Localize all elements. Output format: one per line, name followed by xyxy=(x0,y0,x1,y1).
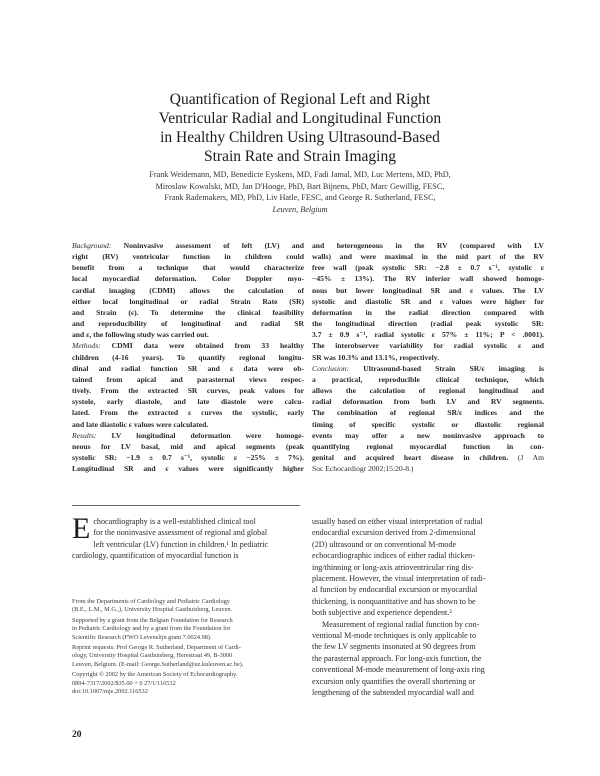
abstract-line xyxy=(72,352,304,363)
citation: Soc Echocardiogr 2002;15:20-8.) xyxy=(312,464,414,474)
abstract-line xyxy=(72,307,304,318)
abstract-text: quantifying regional myocardial function in con- xyxy=(312,441,544,451)
abstract-text: and Strain (ε). To determine the clinical feasibility xyxy=(72,307,304,317)
abstract-line xyxy=(312,285,544,296)
abstract-line xyxy=(312,452,544,463)
abstract-section-label: Conclusion: xyxy=(312,363,350,373)
abstract-text: events may offer a new noninvasive approach to xyxy=(312,430,544,440)
abstract-text: genital and acquired heart disease in children. xyxy=(312,452,509,462)
abstract-text: CDMI data were obtained from 33 healthy xyxy=(100,341,304,351)
abstract-text: radial deformation from both LV and RV segments. xyxy=(312,397,544,407)
abstract-text: Ultrasound-based Strain SR/ε imaging is xyxy=(349,363,544,373)
body-line: lengthening of the subtended myocardial wall and xyxy=(312,688,474,698)
author-line: Frank Weidemann, MD, Benedicte Eyskens, MD, Fadi Jamal, MD, Luc Mertens, MD, PhD, xyxy=(149,170,451,179)
abstract-line xyxy=(72,285,304,296)
body-line: al function by endocardial excursion or myocardial xyxy=(312,585,478,595)
abstract-line xyxy=(312,240,544,251)
abstract-text: nous but lower longitudinal SR and ε values. The LV xyxy=(312,285,544,295)
footnote-line: Copyright © 2002 by the American Society of Echocardiography. xyxy=(72,671,238,679)
abstract-line xyxy=(72,396,304,407)
abstract-text: children (4-16 years). To quantify regional longitu- xyxy=(72,352,304,362)
body-line: the few LV segments insonated at 90 degrees from xyxy=(312,642,476,652)
abstract-text: LV longitudinal deformation were homoge- xyxy=(96,430,304,440)
article-title xyxy=(100,90,500,166)
body-line: Measurement of regional radial function by con- xyxy=(322,619,480,629)
abstract-text: and reproducibility of longitudinal and radial SR xyxy=(72,319,304,329)
abstract-line xyxy=(72,329,304,340)
abstract-text: and late diastolic ε values were calculated. xyxy=(72,419,209,429)
abstract-line xyxy=(72,318,304,329)
abstract-line xyxy=(72,441,304,452)
body-line: conventional M-mode measurement of long-axis ring xyxy=(312,665,485,675)
abstract-right-column xyxy=(312,240,544,474)
footnote-line: doi:10.1067/mje.2002.116532 xyxy=(72,688,148,696)
footnote-line: Leuven, Belgium. (E-mail: George.Sutherland@uz.kuleuven.ac.be). xyxy=(72,660,244,668)
abstract-line xyxy=(72,407,304,418)
author-list xyxy=(70,169,530,215)
abstract-text: systolic SR: −1.9 ± 0.7 s⁻¹, systolic ε −25% ± 7%). xyxy=(72,452,304,462)
footnote-line: Reprint requests: Prof George R. Sutherland, Department of Cardi- xyxy=(72,644,241,652)
abstract-line xyxy=(312,419,544,430)
body-line: usually based on either visual interpretation of radial xyxy=(312,517,483,526)
intro-line: for the noninvasive assessment of regional and global xyxy=(93,528,268,538)
abstract-text: right (RV) ventricular function in children could xyxy=(72,252,304,262)
body-line: endocardial excursion derived from 2-dimensional xyxy=(312,528,476,538)
abstract-text: and ε, the following study was carried out. xyxy=(72,330,209,340)
intro-paragraph xyxy=(72,512,304,562)
abstract-text: −45% ± 13%). The RV inferior wall showed homoge- xyxy=(312,274,544,284)
title-line: in Healthy Children Using Ultrasound-Based xyxy=(160,129,440,147)
abstract-text: SR was 10.3% and 13.1%, respectively. xyxy=(312,352,440,362)
body-line: ing/thinning or long-axis atrioventricular ring dis- xyxy=(312,562,474,572)
abstract-text: local myocardial deformation. Color Doppler myo- xyxy=(72,274,304,284)
intro-line: chocardiography is a well-established clinical tool xyxy=(93,517,256,526)
abstract-text: cardial imaging (CDMI) allows the calculation of xyxy=(72,285,304,295)
abstract-text: the longitudinal direction (radial peak systolic SR: xyxy=(312,319,544,329)
abstract-line xyxy=(72,240,304,251)
abstract-text: systole, early diastole, and late diastole were calcu- xyxy=(72,397,304,407)
intro-line: cardiology, quantification of myocardial function is xyxy=(72,551,239,561)
footnotes xyxy=(72,598,304,696)
abstract-text: a practical, reproducible clinical technique, which xyxy=(312,374,544,384)
footnote-line: From the Departments of Cardiology and Pediatric Cardiology xyxy=(72,598,230,605)
body-line: excursion only quantifies the overall shortening or xyxy=(312,676,476,686)
abstract-line xyxy=(312,262,544,273)
abstract-line xyxy=(312,407,544,418)
abstract-text: free wall (peak systolic SR: −2.8 ± 0.7 s⁻¹, systolic ε xyxy=(312,263,544,273)
footnote-line: Supported by a grant from the Belgian Foundation for Research xyxy=(72,616,233,624)
abstract-text: The interobserver variability for radial systolic ε and xyxy=(312,341,544,351)
abstract-line xyxy=(312,329,544,340)
abstract-text: allows the calculation of regional longitudinal and xyxy=(312,386,544,396)
abstract-text: dinal and radial function SR and ε data were ob- xyxy=(72,363,304,373)
abstract-text: timing of specific systolic or diastolic regional xyxy=(312,419,544,429)
abstract-text: tively. From the extracted SR curves, peak values for xyxy=(72,386,304,396)
abstract-line xyxy=(72,385,304,396)
abstract-line xyxy=(72,363,304,374)
abstract-line xyxy=(72,296,304,307)
section-divider xyxy=(72,505,300,506)
abstract-text: systolic and diastolic SR and ε values were higher for xyxy=(312,296,544,306)
author-line: Miroslaw Kowalski, MD, Jan D'Hooge, PhD, Bart Bijnens, PhD, Marc Gewillig, FESC, xyxy=(155,181,445,191)
abstract-line xyxy=(312,463,544,474)
body-line: placement. However, the visual interpretation of radi- xyxy=(312,574,486,584)
abstract-line xyxy=(312,363,544,374)
abstract-line xyxy=(312,318,544,329)
abstract-line xyxy=(72,340,304,351)
affiliation: Leuven, Belgium xyxy=(272,204,328,214)
body-line: the parasternal approach. For long-axis function, the xyxy=(312,653,482,663)
abstract-text: benefit from a technique that would characterize xyxy=(72,263,304,273)
abstract-line xyxy=(312,307,544,318)
footnote-line: Scientific Research (FWO Levenslijn grant 7.0024.98). xyxy=(72,633,212,641)
abstract-line xyxy=(312,273,544,284)
abstract-section-label: Results: xyxy=(72,430,97,440)
abstract-section-label: Methods: xyxy=(72,341,101,351)
abstract-text: either local longitudinal or radial Strain Rate (SR) xyxy=(72,296,304,306)
abstract-text: Noninvasive assessment of left (LV) and xyxy=(111,241,304,250)
abstract-line xyxy=(72,430,304,441)
abstract-line xyxy=(312,374,544,385)
abstract-line xyxy=(312,430,544,441)
footnote-line: 0894-7317/2002/$35.00 + 0 27/1/116532 xyxy=(72,679,176,687)
title-line: Ventricular Radial and Longitudinal Function xyxy=(158,110,442,128)
footnote-line: ology, University Hospital Gasthuisberg, Herestraat 49, B-3000 xyxy=(72,652,233,660)
abstract-line xyxy=(72,251,304,262)
abstract-text: and heterogeneous in the RV (compared with LV xyxy=(312,241,544,250)
abstract-line xyxy=(312,251,544,262)
body-line: thickening, is nonquantitative and has shown to be xyxy=(312,596,476,606)
abstract-section-label: Background: xyxy=(72,241,112,250)
abstract-line xyxy=(72,273,304,284)
citation: (J Am xyxy=(508,452,544,462)
intro-line: left ventricular (LV) function in children.¹ In pediatric xyxy=(93,539,269,549)
body-right-column xyxy=(312,516,544,699)
abstract-text: tained from apical and parasternal views respec- xyxy=(72,374,304,384)
body-line: ventional M-mode techniques is only applicable to xyxy=(312,631,477,641)
abstract-text: 3.7 ± 0.9 s⁻¹, radial systolic ε 57% ± 11%; P < .0001). xyxy=(312,330,544,340)
abstract-text: Longitudinal SR and ε values were significantly higher xyxy=(72,464,304,474)
footnote-line: (B.E., L.M., M.G.,), University Hospital Gasthuisberg, Leuven. xyxy=(72,606,233,614)
abstract-line xyxy=(312,340,544,351)
abstract-text: neous for LV basal, mid and apical segments (peak xyxy=(72,441,304,451)
body-line: echocardiographic indices of either radial thicken- xyxy=(312,551,475,561)
abstract-line xyxy=(312,385,544,396)
abstract-line xyxy=(312,352,544,363)
page-number: 20 xyxy=(72,730,82,740)
abstract-text: lated. From the extracted ε curves the systolic, early xyxy=(72,408,304,418)
abstract-line xyxy=(72,452,304,463)
abstract-left-column xyxy=(72,240,304,474)
footnote-line: in Pediatric Cardiology and by a grant from the Foundation for xyxy=(72,625,231,633)
body-line: (2D) ultrasound or on conventional M-mode xyxy=(312,539,457,549)
abstract-text: deformation in the radial direction compared with xyxy=(312,307,544,317)
author-line: Frank Rademakers, MD, PhD, Liv Hatle, FESC, and George R. Sutherland, FESC, xyxy=(164,193,436,202)
title-line: Strain Rate and Strain Imaging xyxy=(204,148,396,166)
abstract-line xyxy=(72,262,304,273)
abstract-text: The combination of regional SR/ε indices and the xyxy=(312,408,544,418)
abstract-text: walls) and were maximal in the mid part of the RV xyxy=(312,252,544,262)
abstract-line xyxy=(312,396,544,407)
abstract-line xyxy=(312,441,544,452)
drop-cap: E xyxy=(72,512,91,545)
abstract-line xyxy=(312,296,544,307)
abstract-line xyxy=(72,374,304,385)
abstract-line xyxy=(72,463,304,474)
abstract-line xyxy=(72,419,304,430)
title-line: Quantification of Regional Left and Right xyxy=(169,91,431,109)
body-line: both subjective and experience dependent.² xyxy=(312,608,452,618)
